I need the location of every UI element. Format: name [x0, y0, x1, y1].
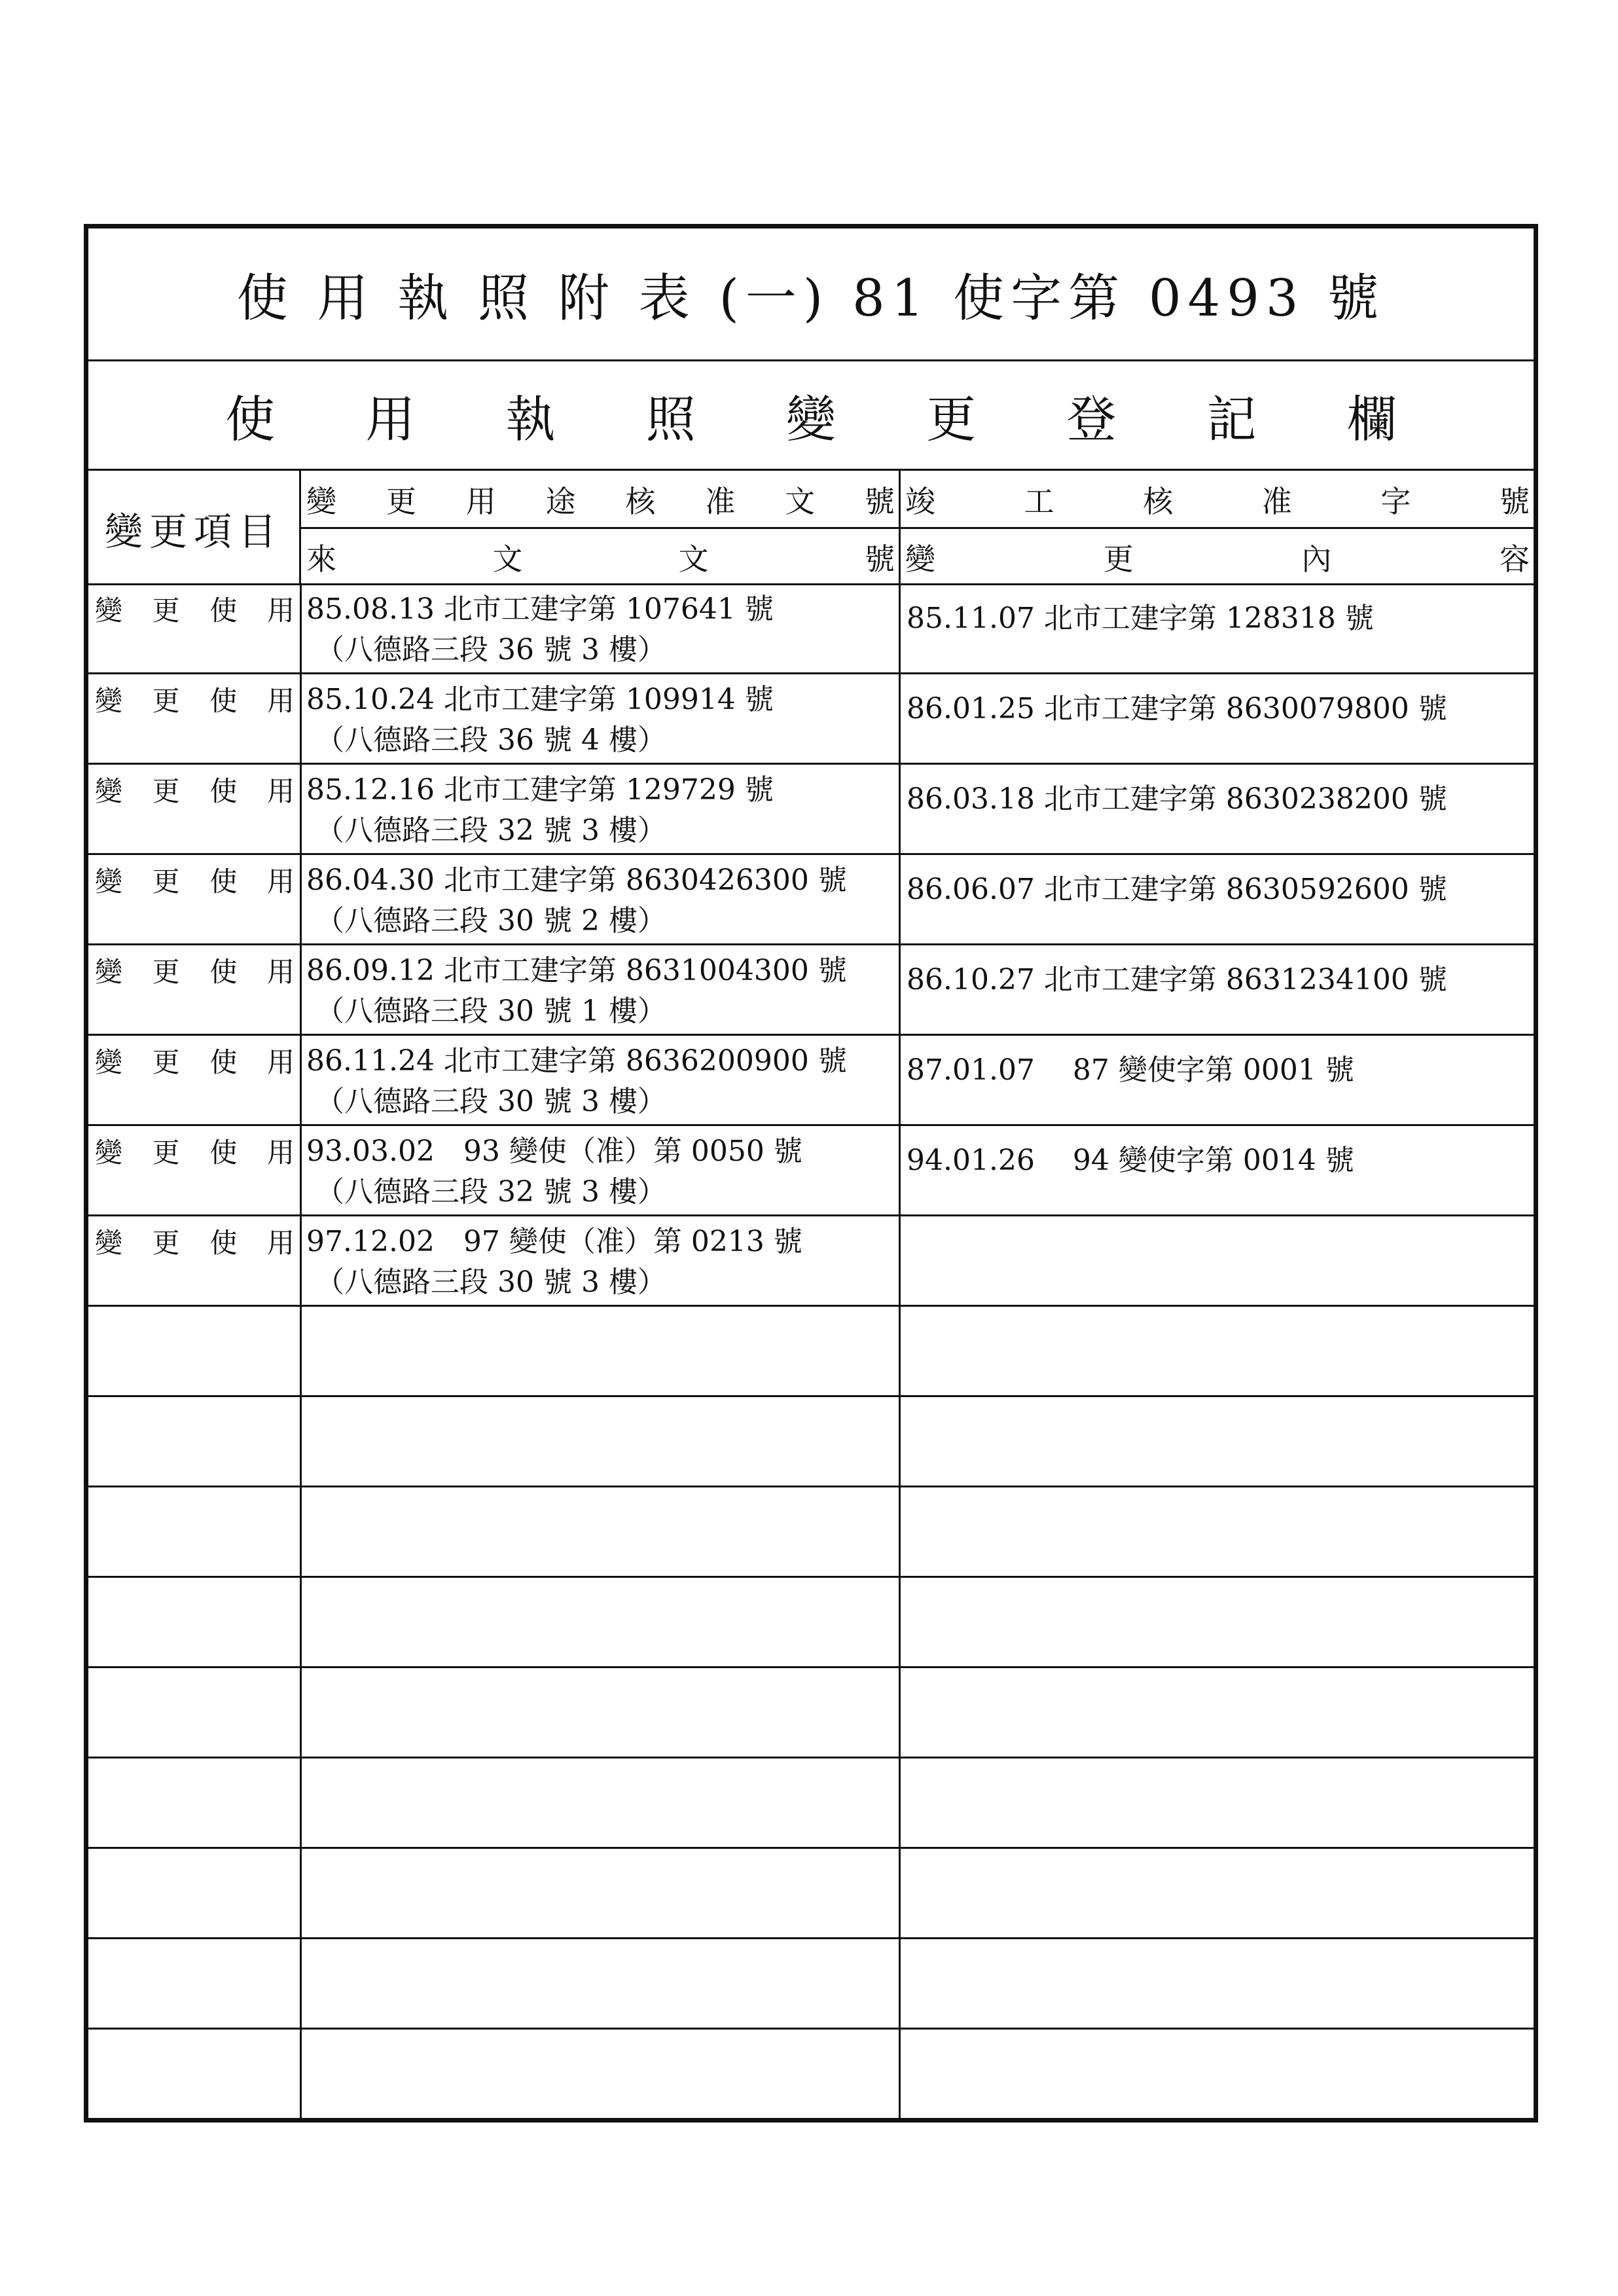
header-char: 核	[1143, 483, 1174, 519]
completion-approval-cell	[900, 1941, 1535, 2028]
table-row	[88, 1218, 1534, 1307]
change-item-char: 更	[152, 594, 180, 627]
change-item-cell	[88, 1760, 301, 1847]
table-header	[88, 471, 1534, 585]
subtitle-char: 照	[645, 390, 696, 448]
completion-approval-cell: 87.01.07 87 變使字第 0001 號	[907, 1053, 1354, 1087]
table-row	[88, 766, 1534, 855]
header-char: 字	[1380, 483, 1411, 519]
incoming-ref-cell	[301, 1669, 890, 1757]
form-subtitle	[88, 361, 1534, 471]
change-item-char: 用	[266, 685, 295, 717]
change-item-cell	[88, 856, 301, 943]
change-item-char: 更	[152, 866, 180, 898]
change-item-char: 變	[95, 1137, 123, 1169]
completion-approval-cell: 86.06.07 北市工建字第 8630592600 號	[907, 873, 1447, 906]
incoming-ref-cell	[301, 1218, 890, 1305]
header-char: 號	[864, 483, 895, 519]
change-item-cell	[88, 1127, 301, 1214]
address: （八德路三段 32 號 3 樓）	[315, 1175, 666, 1209]
change-item-char: 更	[152, 685, 180, 717]
change-item-char: 用	[266, 866, 295, 898]
table-row	[88, 1579, 1534, 1668]
header-change-item: 變更項目	[88, 471, 301, 585]
completion-approval-cell: 86.10.27 北市工建字第 8631234100 號	[907, 963, 1447, 996]
change-item-cell	[88, 676, 301, 763]
header-change-content	[900, 528, 1535, 585]
completion-approval-cell	[900, 1308, 1535, 1395]
subtitle-char: 使	[225, 390, 276, 448]
table-row	[88, 1037, 1534, 1126]
change-item-char: 使	[209, 1227, 238, 1259]
completion-approval-cell	[900, 1850, 1535, 1937]
change-item-char: 更	[152, 1046, 180, 1078]
incoming-ref-cell	[301, 766, 890, 853]
subtitle-char: 執	[505, 390, 556, 448]
change-item-cell	[88, 1308, 301, 1395]
header-char: 更	[386, 483, 416, 519]
change-item-char: 使	[209, 1137, 238, 1169]
change-item-cell	[88, 1037, 301, 1124]
header-char: 變	[905, 541, 935, 577]
completion-approval-cell: 94.01.26 94 變使字第 0014 號	[907, 1144, 1354, 1177]
change-item-cell	[88, 766, 301, 853]
completion-approval-cell: 86.01.25 北市工建字第 8630079800 號	[907, 692, 1447, 725]
incoming-ref-number: 85.12.16 北市工建字第 129729 號	[306, 773, 774, 807]
address: （八德路三段 30 號 3 樓）	[315, 1085, 666, 1118]
header-completion-approval	[900, 471, 1535, 528]
change-item-char: 變	[95, 685, 123, 717]
header-char: 文	[492, 541, 523, 577]
incoming-ref-cell	[301, 1127, 890, 1214]
incoming-ref-number: 86.11.24 北市工建字第 8636200900 號	[306, 1044, 847, 1078]
header-char: 文	[785, 483, 816, 519]
address: （八德路三段 36 號 4 樓）	[315, 723, 666, 757]
incoming-ref-number: 93.03.02 93 變使（准）第 0050 號	[306, 1135, 802, 1168]
address: （八德路三段 30 號 2 樓）	[315, 904, 666, 938]
incoming-ref-number: 97.12.02 97 變使（准）第 0213 號	[306, 1225, 802, 1258]
incoming-ref-number: 86.09.12 北市工建字第 8631004300 號	[306, 954, 847, 987]
header-char: 用	[465, 483, 496, 519]
table-row	[88, 1669, 1534, 1758]
change-item-char: 使	[209, 685, 238, 717]
change-item-char: 使	[209, 866, 238, 898]
change-item-char: 更	[152, 956, 180, 988]
table-row	[88, 2031, 1534, 2120]
change-item-char: 使	[209, 775, 238, 807]
change-item-cell	[88, 947, 301, 1034]
table-row	[88, 947, 1534, 1036]
change-item-char: 用	[266, 1137, 295, 1169]
incoming-ref-cell	[301, 1489, 890, 1576]
header-char: 准	[705, 483, 736, 519]
change-item-cell	[88, 1850, 301, 1937]
change-item-cell	[88, 1398, 301, 1485]
change-item-char: 使	[209, 956, 238, 988]
change-item-char: 用	[266, 956, 295, 988]
completion-approval-cell	[900, 1489, 1535, 1576]
incoming-ref-number: 85.08.13 北市工建字第 107641 號	[306, 592, 774, 626]
table-row	[88, 1398, 1534, 1487]
address: （八德路三段 36 號 3 樓）	[315, 633, 666, 666]
incoming-ref-cell	[301, 676, 890, 763]
change-item-char: 更	[152, 775, 180, 807]
change-item-char: 用	[266, 1046, 295, 1078]
incoming-ref-cell	[301, 1398, 890, 1485]
completion-approval-cell	[900, 2031, 1535, 2118]
completion-approval-cell	[900, 1218, 1535, 1305]
header-incoming-ref	[301, 528, 900, 585]
header-char: 途	[545, 483, 576, 519]
change-item-cell	[88, 1579, 301, 1666]
header-char: 准	[1261, 483, 1292, 519]
table-row	[88, 1760, 1534, 1849]
subtitle-char: 記	[1206, 390, 1257, 448]
change-item-char: 使	[209, 594, 238, 627]
change-item-char: 更	[152, 1137, 180, 1169]
change-item-cell	[88, 1489, 301, 1576]
change-item-char: 用	[266, 775, 295, 807]
subtitle-char: 更	[926, 390, 977, 448]
change-item-char: 變	[95, 866, 123, 898]
table-row	[88, 676, 1534, 765]
table-row	[88, 1941, 1534, 2030]
address: （八德路三段 30 號 1 樓）	[315, 994, 666, 1028]
table-row	[88, 856, 1534, 945]
change-item-cell	[88, 1669, 301, 1757]
subtitle-char: 登	[1066, 390, 1117, 448]
header-char: 核	[625, 483, 656, 519]
change-item-cell	[88, 2031, 301, 2118]
table-row	[88, 585, 1534, 674]
header-char: 文	[678, 541, 709, 577]
incoming-ref-cell	[301, 1941, 890, 2028]
header-char: 號	[864, 541, 895, 577]
header-divider	[301, 527, 1535, 529]
table-row	[88, 1489, 1534, 1578]
change-item-char: 用	[266, 594, 295, 627]
change-item-char: 用	[266, 1227, 295, 1259]
table-row	[88, 1850, 1534, 1939]
change-item-cell	[88, 1941, 301, 2028]
change-item-cell	[88, 1218, 301, 1305]
header-char: 內	[1301, 541, 1332, 577]
header-char: 來	[306, 541, 336, 577]
header-char: 變	[306, 483, 336, 519]
incoming-ref-cell	[301, 947, 890, 1034]
incoming-ref-cell	[301, 1850, 890, 1937]
incoming-ref-cell	[301, 856, 890, 943]
header-char: 工	[1024, 483, 1054, 519]
change-item-char: 變	[95, 594, 123, 627]
table-row	[88, 1308, 1534, 1397]
incoming-ref-cell	[301, 1308, 890, 1395]
address: （八德路三段 32 號 3 樓）	[315, 814, 666, 847]
subtitle-char: 欄	[1346, 390, 1397, 448]
subtitle-char: 變	[785, 390, 836, 448]
address: （八德路三段 30 號 3 樓）	[315, 1266, 666, 1299]
change-item-char: 變	[95, 775, 123, 807]
completion-approval-cell	[900, 1760, 1535, 1847]
subtitle-char: 用	[365, 390, 416, 448]
change-item-char: 變	[95, 1046, 123, 1078]
change-item-char: 使	[209, 1046, 238, 1078]
change-item-char: 變	[95, 956, 123, 988]
completion-approval-cell: 86.03.18 北市工建字第 8630238200 號	[907, 782, 1447, 816]
table-row	[88, 1127, 1534, 1216]
incoming-ref-cell	[301, 1760, 890, 1847]
change-item-cell	[88, 585, 301, 672]
usage-license-appendix-form	[84, 224, 1538, 2123]
header-char: 更	[1103, 541, 1134, 577]
incoming-ref-cell	[301, 1037, 890, 1124]
completion-approval-cell	[900, 1398, 1535, 1485]
form-title: 使 用 執 照 附 表 (一) 81 使字第 0493 號	[88, 228, 1534, 361]
incoming-ref-number: 85.10.24 北市工建字第 109914 號	[306, 683, 774, 716]
change-item-char: 變	[95, 1227, 123, 1259]
completion-approval-cell	[900, 1579, 1535, 1666]
incoming-ref-cell	[301, 585, 890, 672]
incoming-ref-number: 86.04.30 北市工建字第 8630426300 號	[306, 864, 847, 897]
header-char: 容	[1499, 541, 1530, 577]
incoming-ref-cell	[301, 1579, 890, 1666]
incoming-ref-cell	[301, 2031, 890, 2118]
header-change-use-ref	[301, 471, 900, 528]
header-char: 竣	[905, 483, 935, 519]
change-item-char: 更	[152, 1227, 180, 1259]
completion-approval-cell: 85.11.07 北市工建字第 128318 號	[907, 602, 1374, 635]
completion-approval-cell	[900, 1669, 1535, 1757]
header-char: 號	[1499, 483, 1530, 519]
